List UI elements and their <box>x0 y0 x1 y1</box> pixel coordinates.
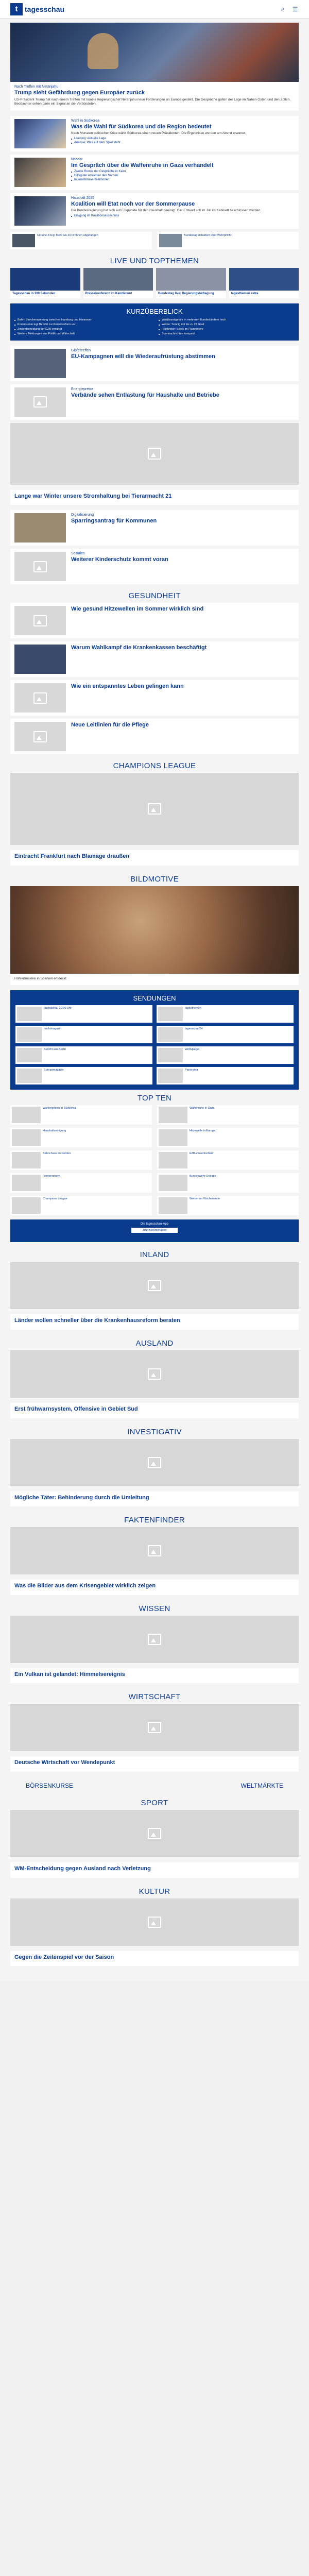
topten-label[interactable]: Haushaltseinigung <box>43 1129 66 1133</box>
kurz-item[interactable]: ■ Frankreich: Streik im Flugverkehr <box>159 328 295 331</box>
teaser-image <box>14 513 66 543</box>
hero-teaser-text: US-Präsident Trump hat nach einem Treffen mit Israels Regierungschef Netanjahu neue Forderungen an Europa gestellt. Die Gespräche galten der Lage im Nahen Osten und den Zöllen. Beobachter sehen darin ein Signal an die Verbündeten. <box>14 97 291 106</box>
small-teaser-label[interactable]: Ukraine-Krieg: Mehr als 40 Drohnen abgefangen <box>37 233 98 237</box>
section-title-topten: TOP TEN <box>137 1094 172 1103</box>
sendungen-section <box>10 990 299 1090</box>
investigativ-headline[interactable]: Mögliche Täter: Behinderung durch die Umleitung <box>14 1494 149 1501</box>
logo-mark[interactable]: t <box>10 3 23 15</box>
wirtschaft-teaser[interactable] <box>10 1756 299 1772</box>
live-item-label[interactable]: Tagesschau in 100 Sekunden <box>12 292 56 295</box>
section-title-champions: CHAMPIONS LEAGUE <box>113 761 196 771</box>
live-item-label[interactable]: tagesthemen extra <box>231 292 259 295</box>
logo-text[interactable]: tagesschau <box>25 5 65 13</box>
topten-label[interactable]: Rentenreform <box>43 1175 60 1178</box>
topten-item[interactable] <box>157 1128 299 1147</box>
teaser-bullet[interactable]: ■ Hilfsgüter erreichen den Norden <box>71 174 295 177</box>
section-title-live: LIVE UND TOPTHEMEN <box>110 256 199 265</box>
kultur-headline[interactable]: Gegen die Zeitenspiel vor der Saison <box>14 1954 114 1960</box>
kultur-teaser[interactable] <box>10 1951 299 1967</box>
teaser-row[interactable] <box>10 384 299 420</box>
sendung-card[interactable] <box>15 1026 152 1043</box>
ausland-image-placeholder <box>10 1350 299 1398</box>
small-teaser-label[interactable]: Bundestag debattiert über Wehrpflicht <box>184 233 232 237</box>
faktenfinder-teaser[interactable] <box>10 1580 299 1595</box>
section-title-bildmotive: BILDMOTIVE <box>130 874 179 884</box>
teaser-headline[interactable]: Weiterer Kinderschutz kommt voran <box>71 556 168 563</box>
teaser-row[interactable] <box>10 510 299 546</box>
kurz-item[interactable]: ■ Kommission legt Bericht zur Rentenreform vor <box>14 323 150 326</box>
wissen-image-placeholder <box>10 1616 299 1663</box>
hero-headline[interactable]: Trump sieht Gefährdung gegen Europäer zurück <box>14 90 145 96</box>
weltmaerkte-link[interactable]: WELTMÄRKTE <box>241 1782 283 1790</box>
sendung-label[interactable]: tagesschau 20:00 Uhr <box>44 1007 72 1010</box>
wissen-headline[interactable]: Ein Vulkan ist gelandet: Himmelsereignis <box>14 1671 125 1677</box>
teaser-bullet[interactable]: ■ Analyse: Was auf dem Spiel steht <box>71 141 295 144</box>
sport-headline[interactable]: WM-Entscheidung gegen Ausland nach Verletzung <box>14 1866 151 1872</box>
teaser-topline: Wahl in Südkorea <box>71 118 99 123</box>
teaser-image <box>14 158 66 187</box>
teaser-bullet[interactable]: ■ Zweite Runde der Gespräche in Kairo <box>71 170 295 173</box>
kurz-item[interactable]: ■ Zinsentscheidung der EZB erwartet <box>14 328 150 331</box>
kurz-item[interactable]: ■ Bahn: Streckensperrung zwischen Hamburg und Hannover <box>14 318 150 321</box>
teaser-row[interactable] <box>10 346 299 381</box>
teaser-image-placeholder <box>14 683 66 713</box>
live-item[interactable] <box>156 268 226 298</box>
kurz-item[interactable]: ■ Wetter: Sonnig mit bis zu 28 Grad <box>159 323 295 326</box>
section-title-kultur: KULTUR <box>139 1887 170 1896</box>
boerse-links <box>10 1777 299 1794</box>
sendung-label[interactable]: nachtmagazin <box>44 1027 62 1031</box>
teaser-headline[interactable]: Koalition will Etat noch vor der Sommerpause <box>71 200 195 207</box>
teaser-image <box>14 119 66 148</box>
banner-button[interactable]: Jetzt herunterladen <box>131 1228 178 1233</box>
sendungen-title: SENDUNGEN <box>133 994 176 1003</box>
teaser-row[interactable] <box>10 641 299 677</box>
teaser-topline: Digitalisierung <box>71 513 94 517</box>
sport-teaser[interactable] <box>10 1862 299 1878</box>
section-title-wirtschaft: WIRTSCHAFT <box>128 1692 181 1702</box>
live-item[interactable] <box>10 268 80 298</box>
teaser-image <box>14 349 66 378</box>
inland-image-placeholder <box>10 1262 299 1309</box>
teaser-row[interactable] <box>10 719 299 754</box>
sport-image-placeholder <box>10 1810 299 1857</box>
teaser-topline: Energiepreise <box>71 387 94 391</box>
sendung-card[interactable] <box>157 1026 294 1043</box>
teaser-image <box>14 645 66 674</box>
live-item[interactable] <box>229 268 299 298</box>
wide-teaser[interactable] <box>10 490 299 505</box>
teaser-image <box>12 234 35 247</box>
champions-image-placeholder <box>10 773 299 845</box>
wide-headline[interactable]: Lange war Winter unsere Stromhaltung bei Tierarmacht 21 <box>14 493 172 499</box>
teaser-topline: Soziales <box>71 552 85 556</box>
teaser-image <box>159 234 182 247</box>
section-title-inland: INLAND <box>140 1250 169 1260</box>
teaser-headline[interactable]: EU-Kampagnen will die Wiederaufrüstung abstimmen <box>71 353 215 360</box>
teaser-row[interactable] <box>10 116 299 151</box>
teaser-headline[interactable]: Wie gesund Hitzewellen im Sommer wirklich sind <box>71 606 204 613</box>
topten-item[interactable] <box>157 1196 299 1215</box>
teaser-row[interactable] <box>10 155 299 190</box>
champions-headline[interactable]: Eintracht Frankfurt nach Blamage draußen <box>14 853 130 860</box>
kurz-title: KURZÜBERBLICK <box>126 307 183 315</box>
teaser-bullet[interactable]: ■ Einigung im Koalitionsausschuss <box>71 214 295 217</box>
section-title-faktenfinder: FAKTENFINDER <box>124 1516 185 1525</box>
teaser-bullet[interactable]: ■ Internationale Reaktionen <box>71 178 295 181</box>
teaser-image-placeholder <box>14 552 66 581</box>
bildmotiv-caption: Höhlenmalerei in Spanien entdeckt <box>14 976 66 980</box>
live-item-label[interactable]: Pressekonferenz im Kanzleramt <box>85 292 132 295</box>
sendung-label[interactable]: tagesthemen <box>185 1007 201 1010</box>
site-header <box>0 0 309 19</box>
kurz-item[interactable]: ■ Weitere Meldungen aus Politik und Wirtschaft <box>14 332 150 335</box>
teaser-row[interactable] <box>10 193 299 229</box>
inland-teaser[interactable] <box>10 1314 299 1330</box>
teaser-topline: Gipfeltreffen <box>71 348 91 352</box>
teaser-headline[interactable]: Im Gespräch über die Waffenruhe in Gaza verhandelt <box>71 162 214 168</box>
section-title-ausland: AUSLAND <box>135 1338 174 1348</box>
teaser-headline[interactable]: Sparringsantrag für Kommunen <box>71 518 157 524</box>
champions-teaser[interactable] <box>10 850 299 866</box>
bildmotiv-card[interactable] <box>10 886 299 985</box>
section-title-sport: SPORT <box>141 1799 168 1808</box>
bildmotiv-image <box>10 886 299 974</box>
teaser-headline[interactable]: Wie ein entspanntes Leben gelingen kann <box>71 683 184 690</box>
kultur-image-placeholder <box>10 1899 299 1946</box>
topten-item[interactable] <box>157 1150 299 1170</box>
small-teaser[interactable] <box>157 232 299 249</box>
sendung-label[interactable]: Weltspiegel <box>185 1048 200 1052</box>
sendung-card[interactable] <box>15 1067 152 1084</box>
topten-item[interactable] <box>10 1128 152 1147</box>
ausland-teaser[interactable] <box>10 1403 299 1418</box>
hero-image <box>10 23 299 82</box>
topten-label[interactable]: EZB-Zinsentscheid <box>190 1152 214 1156</box>
teaser-text: Nach Monaten politischer Krise wählt Südkorea einen neuen Präsidenten. Die Ergebnisse werden am Abend erwartet. <box>71 131 246 135</box>
kurz-item[interactable]: ■ Sportnachrichten kompakt <box>159 332 295 335</box>
kurz-item[interactable]: ■ Waldbrandgefahr in mehreren Bundesländern hoch <box>159 318 295 321</box>
sendung-label[interactable]: tagesschau24 <box>185 1027 203 1031</box>
hero-topline: Nach Treffen mit Netanjahu <box>14 85 59 89</box>
banner-text: Die tagesschau-App <box>140 1223 169 1226</box>
teaser-image-placeholder <box>14 722 66 751</box>
topten-label[interactable]: Bundeswehr-Debatte <box>190 1175 216 1178</box>
topten-item[interactable] <box>10 1196 152 1215</box>
menu-icon[interactable]: ☰ <box>292 5 298 13</box>
topten-item[interactable] <box>157 1173 299 1193</box>
investigativ-image-placeholder <box>10 1439 299 1486</box>
wide-image-placeholder <box>10 423 299 485</box>
section-title-gesundheit: GESUNDHEIT <box>128 591 181 601</box>
topten-label[interactable]: Hitzewelle in Europa <box>190 1129 216 1133</box>
teaser-image <box>14 196 66 226</box>
section-title-wissen: WISSEN <box>139 1604 170 1613</box>
teaser-topline: Nahost <box>71 157 83 161</box>
live-item-label[interactable]: Bundestag live: Regierungsbefragung <box>158 292 214 295</box>
topten-label[interactable]: Bahnchaos im Norden <box>43 1152 71 1156</box>
topten-item[interactable] <box>10 1173 152 1193</box>
teaser-bullet[interactable]: ■ Liveblog: Aktuelle Lage <box>71 137 295 140</box>
section-title-investigativ: INVESTIGATIV <box>127 1427 182 1436</box>
wirtschaft-image-placeholder <box>10 1704 299 1751</box>
sendung-card[interactable] <box>157 1046 294 1064</box>
sendung-card[interactable] <box>15 1005 152 1023</box>
topten-label[interactable]: Waffenruhe in Gaza <box>190 1107 215 1110</box>
teaser-text: Die Bundesregierung hat sich auf Eckpunkte für den Haushalt geeinigt. Der Entwurf soll im Juli im Kabinett beschlossen werden. <box>71 209 262 213</box>
sendung-label[interactable]: Europamagazin <box>44 1069 64 1072</box>
kurzueberblick <box>10 303 299 341</box>
small-teaser[interactable] <box>10 232 152 249</box>
live-strip <box>10 268 299 298</box>
wissen-teaser[interactable] <box>10 1668 299 1684</box>
boersenkurse-link[interactable]: BÖRSENKURSE <box>26 1782 74 1790</box>
app-banner <box>10 1219 299 1242</box>
topten-label[interactable]: Wetter am Wochenende <box>190 1197 220 1201</box>
teaser-image-placeholder <box>14 387 66 417</box>
topten-item[interactable] <box>10 1105 152 1125</box>
faktenfinder-image-placeholder <box>10 1527 299 1574</box>
teaser-headline[interactable]: Verbände sehen Entlastung für Haushalte und Betriebe <box>71 392 219 398</box>
sendung-card[interactable] <box>157 1067 294 1084</box>
teaser-row[interactable] <box>10 680 299 716</box>
teaser-topline: Haushalt 2025 <box>71 196 95 200</box>
topten-item[interactable] <box>157 1105 299 1125</box>
teaser-image-placeholder <box>14 606 66 635</box>
topten-label[interactable]: Wahlergebnis in Südkorea <box>43 1107 76 1110</box>
teaser-headline[interactable]: Neue Leitlinien für die Pflege <box>71 722 149 728</box>
hero-teaser[interactable] <box>10 23 299 111</box>
ausland-headline[interactable]: Erst frühwarnsystem, Offensive in Gebiet Sud <box>14 1405 138 1412</box>
sendung-card[interactable] <box>157 1005 294 1023</box>
teaser-row[interactable] <box>10 603 299 638</box>
inland-headline[interactable]: Länder wollen schneller über die Krankenhausreform beraten <box>14 1317 180 1324</box>
sendung-label[interactable]: Bericht aus Berlin <box>44 1048 66 1052</box>
live-item[interactable] <box>83 268 153 298</box>
search-icon[interactable]: ⌕ <box>281 5 285 12</box>
topten-label[interactable]: Champions League <box>43 1197 67 1201</box>
teaser-headline[interactable]: Was die Wahl für Südkorea und die Region bedeutet <box>71 123 212 130</box>
wirtschaft-headline[interactable]: Deutsche Wirtschaft vor Wendepunkt <box>14 1759 115 1766</box>
sendung-label[interactable]: Panorama <box>185 1069 198 1072</box>
investigativ-teaser[interactable] <box>10 1492 299 1507</box>
teaser-headline[interactable]: Warum Wahlkampf die Krankenkassen beschäftigt <box>71 645 207 651</box>
sendung-card[interactable] <box>15 1046 152 1064</box>
faktenfinder-headline[interactable]: Was die Bilder aus dem Krisengebiet wirklich zeigen <box>14 1583 156 1589</box>
topten-item[interactable] <box>10 1150 152 1170</box>
teaser-row[interactable] <box>10 549 299 584</box>
